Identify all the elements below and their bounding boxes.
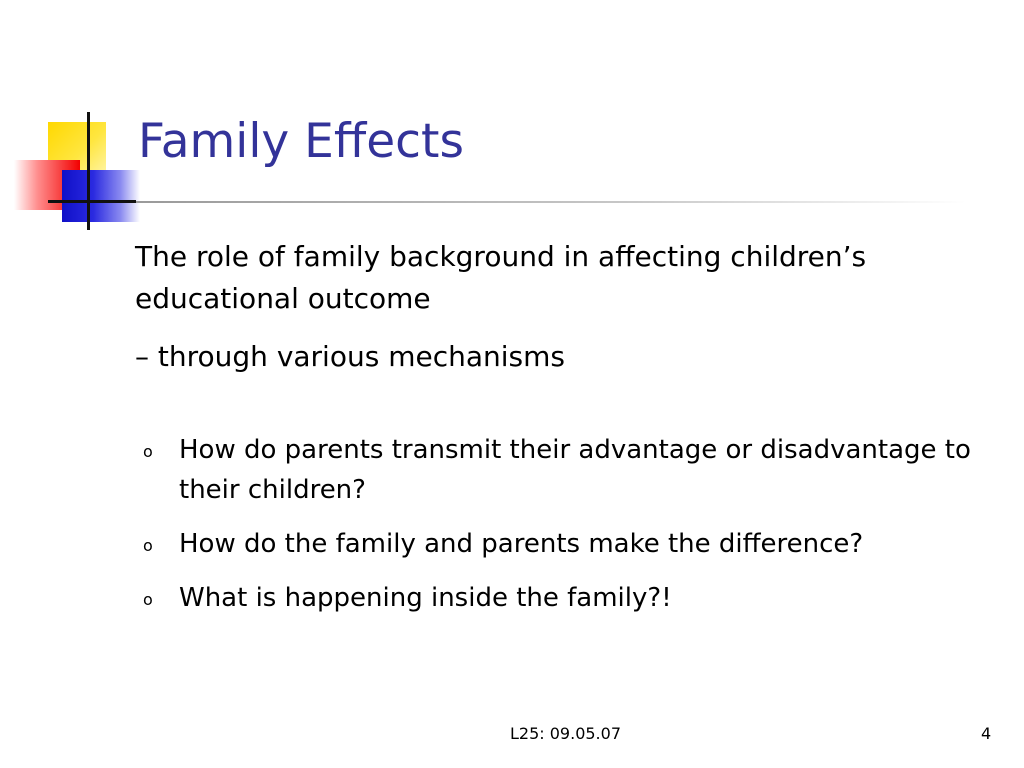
horizontal-line xyxy=(48,200,136,203)
bullet-text: What is happening inside the family?! xyxy=(179,583,672,613)
page-number: 4 xyxy=(981,724,992,743)
bullet-icon: o xyxy=(143,442,153,461)
list-item xyxy=(143,524,1003,564)
bullet-text: How do parents transmit their advantage or disadvantage to their children? xyxy=(179,435,971,505)
bullet-icon: o xyxy=(143,590,153,609)
title-decoration xyxy=(0,0,150,240)
list-item xyxy=(143,430,1003,510)
bullet-list xyxy=(143,430,1003,632)
title-underline xyxy=(136,201,966,203)
blue-square xyxy=(62,170,140,222)
intro-line: The role of family background in affecting children’s educational outcome xyxy=(135,240,867,315)
intro-text xyxy=(135,236,1005,378)
footer-date: L25: 09.05.07 xyxy=(510,724,621,743)
bullet-text: How do the family and parents make the difference? xyxy=(179,529,864,559)
intro-line: – through various mechanisms xyxy=(135,340,565,373)
vertical-line xyxy=(87,112,90,230)
list-item xyxy=(143,578,1003,618)
slide-title: Family Effects xyxy=(138,114,464,169)
bullet-icon: o xyxy=(143,536,153,555)
